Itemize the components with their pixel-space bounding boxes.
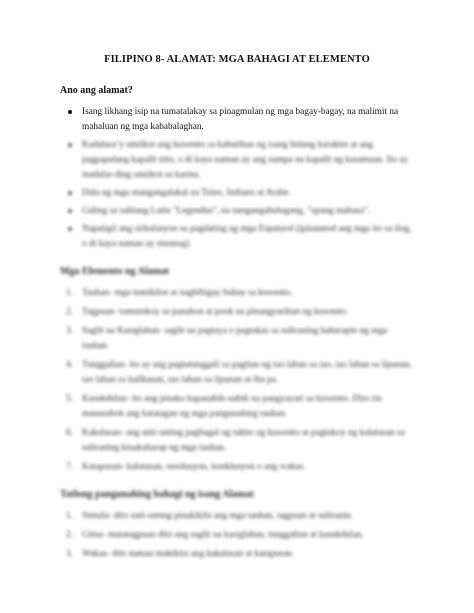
item-number: 5.	[66, 394, 73, 404]
bullet-item	[60, 105, 414, 135]
section-heading-mga-elemento: Mga Elemento ng Alamat	[60, 266, 170, 277]
numbered-item	[60, 509, 414, 524]
section-heading-tatlong-bahagi: Tatlong pangunahing bahagi ng isang Alamat	[60, 489, 254, 500]
item-text: Kasukdulan- ito ang pinaka kapanabik-nabik na pangyayari sa kuwento. Dito rin masusubok ang katatagan ng mga pangunahing tauhan.	[82, 394, 382, 419]
numbered-item	[60, 358, 414, 388]
bullet-text: Isang likhang isip na tumatalakay sa pinagmulan ng mga bagay-bagay, na malimit na mahaluan ng mga kababalaghan.	[82, 107, 399, 132]
item-text: Gitna- matatagpuan dito ang saglit na kasiglahan, tunggalian at kasukdulan.	[82, 530, 364, 540]
numbered-item	[60, 426, 414, 456]
bullet-text: Galing sa salitang Latin "Legendus", na nangangahulugang, "upang mabasa".	[82, 206, 371, 216]
item-number: 1.	[66, 288, 73, 298]
bullet-dot-icon	[68, 110, 72, 114]
item-text: Tunggalian- ito ay ang pagtutunggali sa pagitan ng tao laban sa tao, tao laban sa lipunan, tao laban sa kalikasan, tao laban sa lipunan at iba pa.	[82, 360, 412, 385]
bullet-dot-icon	[68, 209, 72, 213]
bullet-text: Napatigil ang sirkulasyon sa pagdating ng mga Espanyol (ipinaunod ang mga ito sa ilog, o di kaya naman ay sinunog).	[82, 224, 412, 249]
numbered-item	[60, 305, 414, 320]
document-title: FILIPINO 8- ALAMAT: MGA BAHAGI AT ELEMENTO	[104, 54, 370, 65]
item-number: 3.	[66, 549, 73, 559]
item-number: 7.	[66, 462, 73, 472]
bullet-dot-icon	[68, 191, 72, 195]
item-number: 4.	[66, 360, 73, 370]
section-heading-ano-ang-alamat: Ano ang alamat?	[60, 85, 133, 96]
bullet-text: Dala ng mga mangangalakal na Tsino, Indiano at Arabe.	[82, 188, 291, 198]
bullet-item	[60, 222, 414, 252]
item-text: Saglit na Kasiglahan- saglit na pagtaya o pagtakas sa suliraning haharapin ng mga tauhan.	[82, 326, 388, 351]
bullet-dot-icon	[68, 227, 72, 231]
item-number: 6.	[66, 428, 73, 438]
item-text: Tagpuan- tumutukoy sa panahon at pook na pinangyarihan ng kuwento.	[82, 307, 349, 317]
bullet-dot-icon	[68, 143, 72, 147]
numbered-item	[60, 286, 414, 301]
numbered-item	[60, 528, 414, 543]
bullet-text: Kadalasa’y umiikot ang kuwento sa kabutihan ng isang bidang karakter at ang pagpapalang kapalit nito, o di kaya naman ay ang sumpa na kapalit ng kasamaan. Ito ay madalas ding umiikot sa karma.	[82, 140, 409, 180]
elements-numbered-list	[60, 286, 414, 475]
numbered-item	[60, 460, 414, 475]
item-text: Kakalasan- ang unti-unting pagbagal ng takbo ng kuwento at pagtukoy ng kalutasan sa suliraning kinakaharap ng mga tauhan.	[82, 428, 405, 453]
item-number: 2.	[66, 530, 73, 540]
bullet-item	[60, 204, 414, 219]
item-number: 1.	[66, 511, 73, 521]
item-number: 2.	[66, 307, 73, 317]
numbered-item	[60, 392, 414, 422]
parts-numbered-list	[60, 509, 414, 562]
item-text: Tauhan- mga tumikilos at nagbibigay buhay sa kuwento.	[82, 288, 293, 298]
bullet-item	[60, 186, 414, 201]
numbered-item	[60, 324, 414, 354]
item-text: Katapusan- kalutasan, resolusyon, konklusyon o ang wakas.	[82, 462, 306, 472]
item-number: 3.	[66, 326, 73, 336]
definition-bullet-list	[60, 105, 414, 252]
numbered-item	[60, 547, 414, 562]
bullet-item	[60, 138, 414, 183]
item-text: Simula- dito unti-unting pinakikila ang mga tauhan, tagpuan at suliranin.	[82, 511, 353, 521]
item-text: Wakas- dito naman makikita ang kakalasan at katapusan.	[82, 549, 294, 559]
